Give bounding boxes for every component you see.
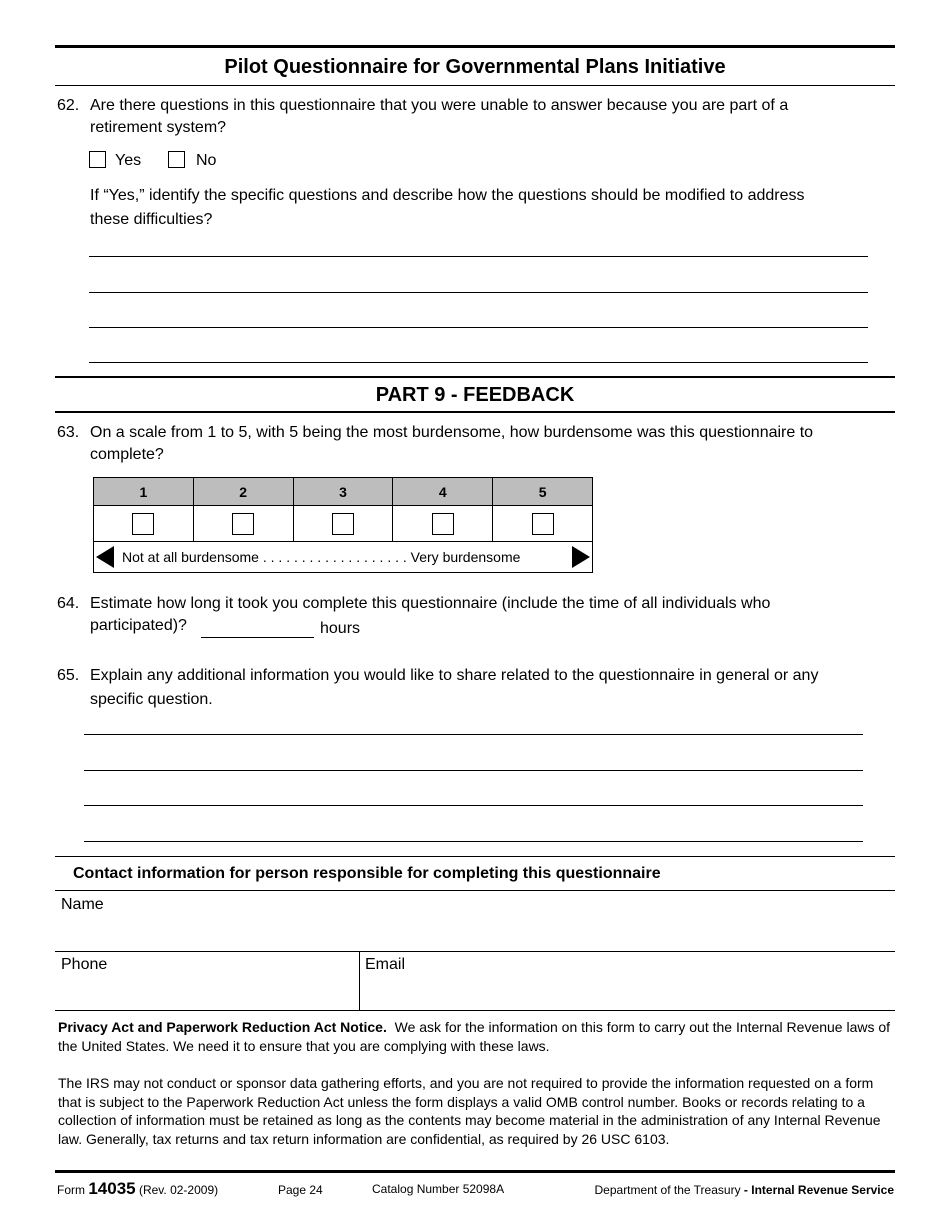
name-field[interactable]	[55, 891, 895, 951]
q65-answer-line-3[interactable]	[84, 805, 863, 806]
title-underline	[55, 85, 895, 86]
q62-answer-line-3[interactable]	[89, 327, 868, 328]
q63-text-line2: complete?	[90, 446, 164, 463]
q65-answer-line-2[interactable]	[84, 770, 863, 771]
q65-number: 65.	[57, 667, 80, 684]
q62-answer-line-4[interactable]	[89, 362, 868, 363]
q65-text-line1: Explain any additional information you would like to share related to the questionnaire in general or any	[90, 667, 819, 684]
footer-catalog: Catalog Number 52098A	[372, 1182, 505, 1196]
arrow-right-icon	[572, 546, 590, 568]
phone-field[interactable]	[55, 952, 359, 1010]
privacy-notice-para1	[58, 1018, 894, 1055]
section-title-pilot: Pilot Questionnaire for Governmental Plans Initiative	[224, 56, 726, 78]
scale-range-row	[94, 542, 593, 573]
q62-text-line1: Are there questions in this questionnaire that you were unable to answer because you are part of a	[90, 97, 789, 114]
q62-yes-checkbox[interactable]	[89, 151, 106, 168]
scale-header-4: 4	[393, 478, 493, 506]
part9-top-rule	[55, 376, 895, 378]
q62-text-line2: retirement system?	[90, 119, 227, 136]
name-label: Name	[61, 896, 104, 913]
q64-text-line1: Estimate how long it took you complete this questionnaire (include the time of all individuals who	[90, 595, 771, 612]
part9-bottom-rule	[55, 411, 895, 413]
email-field[interactable]	[360, 952, 895, 1010]
q62-number: 62.	[57, 97, 80, 114]
q65-answer-line-4[interactable]	[84, 841, 863, 842]
footer-agency	[595, 1183, 895, 1197]
scale-checkbox-3[interactable]	[332, 513, 354, 535]
burden-scale-table	[93, 477, 593, 573]
contact-heading: Contact information for person responsible for completing this questionnaire	[73, 865, 661, 882]
q64-text-line2: participated)?	[90, 617, 187, 634]
scale-checkbox-4[interactable]	[432, 513, 454, 535]
q63-text-line1: On a scale from 1 to 5, with 5 being the most burdensome, how burdensome was this questionnaire to	[90, 424, 814, 441]
privacy-notice-heading: Privacy Act and Paperwork Reduction Act Notice.	[58, 1019, 387, 1035]
footer-thick-rule	[55, 1170, 895, 1173]
q63-number: 63.	[57, 424, 80, 441]
contact-bottom-rule	[55, 1010, 895, 1011]
hours-label: hours	[320, 620, 361, 637]
scale-checkbox-1[interactable]	[132, 513, 154, 535]
footer-page: Page 24	[278, 1183, 323, 1197]
privacy-notice-text: We ask for the information on this form to carry out the Internal Revenue laws of the United States. We need it to ensure that you are complying with these laws.	[58, 1019, 891, 1054]
q62-no-label: No	[196, 152, 217, 169]
scale-checkbox-5[interactable]	[532, 513, 554, 535]
q65-answer-line-1[interactable]	[84, 734, 863, 735]
footer-form-id	[57, 1179, 218, 1199]
scale-checkbox-2[interactable]	[232, 513, 254, 535]
q62-followup-line1: If “Yes,” identify the specific questions and describe how the questions should be modified to address	[90, 187, 805, 204]
privacy-notice-para2: The IRS may not conduct or sponsor data gathering efforts, and you are not required to provide the information requested on a form that is subject to the Paperwork Reduction Act unless the form displays a valid OMB control number. Books or records relating to a collection of information must be retained as long as the contents may become material in the administration of any Internal Revenue law. Generally, tax returns and tax return information are confidential, as required by 26 USC 6103.	[58, 1075, 881, 1147]
q62-yes-label: Yes	[115, 152, 142, 169]
footer-revision: (Rev. 02-2009)	[138, 1183, 219, 1197]
q62-followup-line2: these difficulties?	[90, 211, 213, 228]
scale-header-2: 2	[193, 478, 293, 506]
q62-answer-line-1[interactable]	[89, 256, 868, 257]
contact-top-rule	[55, 856, 895, 857]
footer-department: Department of the Treasury	[594, 1183, 741, 1197]
top-thick-rule	[55, 45, 895, 48]
scale-header-row	[94, 478, 593, 506]
scale-checkbox-row	[94, 506, 593, 542]
email-label: Email	[365, 956, 406, 973]
footer-irs: - Internal Revenue Service	[743, 1183, 894, 1197]
footer-form-prefix: Form	[57, 1183, 85, 1197]
q64-number: 64.	[57, 595, 80, 612]
scale-header-5: 5	[493, 478, 593, 506]
scale-header-3: 3	[293, 478, 393, 506]
scale-header-1: 1	[94, 478, 194, 506]
q65-text-line2: specific question.	[90, 691, 213, 708]
q62-no-checkbox[interactable]	[168, 151, 185, 168]
footer-form-number: 14035	[88, 1179, 136, 1198]
arrow-left-icon	[96, 546, 114, 568]
q62-answer-line-2[interactable]	[89, 292, 868, 293]
hours-input-line[interactable]	[201, 637, 314, 638]
section-title-feedback: PART 9 - FEEDBACK	[375, 384, 575, 406]
phone-label: Phone	[61, 956, 108, 973]
scale-range-label: Not at all burdensome . . . . . . . . . . . . . . . . . . . Very burdensome	[122, 549, 521, 565]
